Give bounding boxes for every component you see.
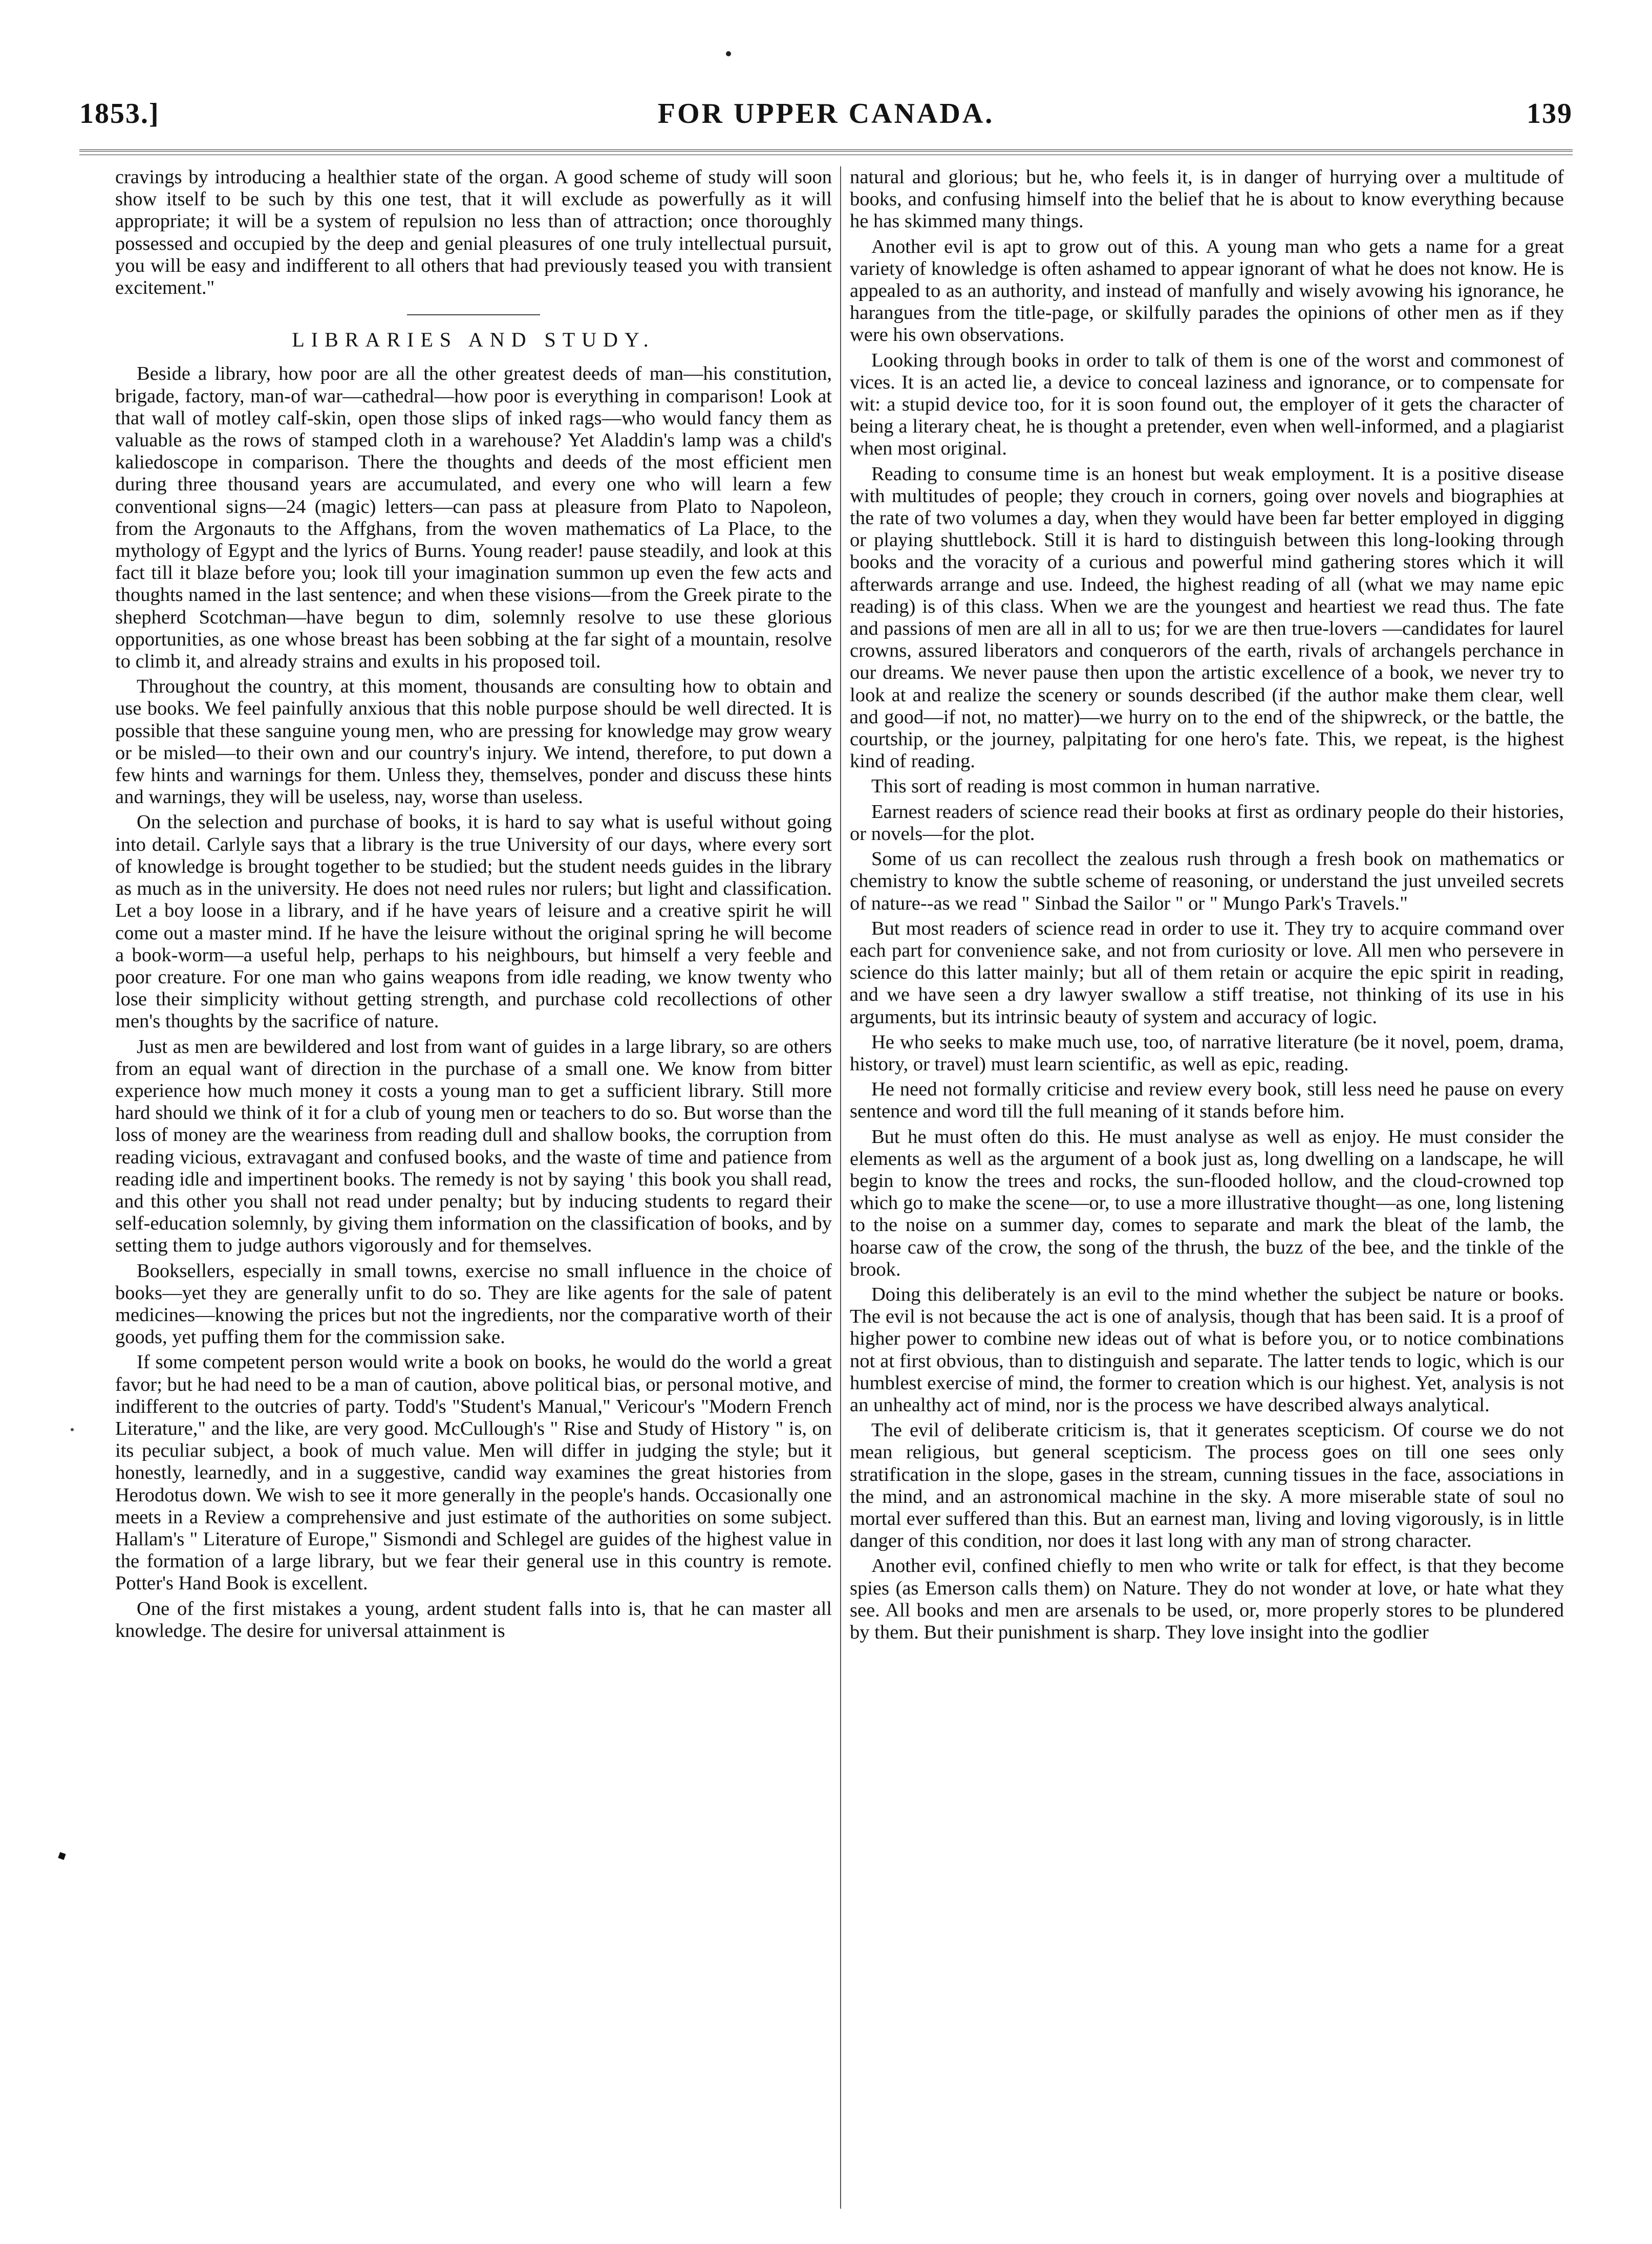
paragraph: Some of us can recollect the zealous rush through a fresh book on mathematics or chemistry to know the subtle scheme of reasoning, or understand the just unveiled secrets of nature--as we read " Sinbad the Sailor " or " Mungo Park's Travels."	[850, 848, 1564, 914]
print-dot	[726, 51, 731, 56]
left-column	[115, 166, 832, 2209]
paragraph: Another evil is apt to grow out of this. A young man who gets a name for a great variety of knowledge is often ashamed to appear ignorant of what he does not know. He is appealed to as an authority, and instead of manfully and wisely avowing his ignorance, he harangues from the title-page, or skilfully parades the opinions of other men as if they were his own observations.	[850, 235, 1564, 346]
right-column	[850, 166, 1564, 2209]
paragraph: He need not formally criticise and review every book, still less need he pause on every sentence and word till the full meaning of it stands before him.	[850, 1078, 1564, 1123]
paragraph: Looking through books in order to talk of them is one of the worst and commonest of vices. It is an acted lie, a device to conceal laziness and ignorance, or to compensate for wit: a stupid device too, for it is soon found out, the employer of it gets the character of being a literary cheat, he is thought a pretender, even when well-informed, and a plagiarist when most original.	[850, 349, 1564, 460]
paragraph: One of the first mistakes a young, ardent student falls into is, that he can master all knowledge. The desire for universal attainment is	[115, 1598, 832, 1642]
paragraph: But most readers of science read in order to use it. They try to acquire command over each part for convenience sake, and not from curiosity or love. All men who persevere in science do this latter mainly; but all of them retain or acquire the epic spirit in reading, and we have seen a dry lawyer swallow a stiff treatise, not thinking of its use in his arguments, but its intrinsic beauty of system and accuracy of logic.	[850, 917, 1564, 1028]
paragraph: Another evil, confined chiefly to men who write or talk for effect, is that they become spies (as Emerson calls them) on Nature. They do not wonder at love, or hate what they see. All books and men are arsenals to be used, or, more properly stores to be plundered by them. But their punishment is sharp. They love insight into the godlier	[850, 1555, 1564, 1643]
paragraph: Doing this deliberately is an evil to the mind whether the subject be nature or books. The evil is not because the act is one of analysis, though that has been said. It is a proof of higher power to combine new ideas out of what is before you, or to notice combinations not at first obvious, than to distinguish and separate. The latter tends to logic, which is our humblest exercise of mind, the former to creation which is our highest. Yet, analysis is not an unhealthy act of mind, nor is the process we have described always analytical.	[850, 1283, 1564, 1416]
paragraph: Booksellers, especially in small towns, exercise no small influence in the choice of books—yet they are generally unfit to do so. They are like agents for the sale of patent medicines—knowing the prices but not the ingredients, nor the comparative worth of their goods, yet puffing them for the commission sake.	[115, 1260, 832, 1348]
paragraph: Reading to consume time is an honest but weak employment. It is a positive disease with multitudes of people; they crouch in corners, going over novels and biographies at the rate of two volumes a day, when they would have been far better employed in digging or playing shuttlebock. Still it is hard to distinguish between this long-looking through books and the voracity of a curious and powerful mind gathering stores which it will afterwards arrange and use. Indeed, the highest reading of all (what we may name epic reading) is of this class. When we are the youngest and heartiest we read thus. The fate and passions of men are all in all to us; for we are then true-lovers —candidates for laurel crowns, assured liberators and conquerors of the earth, rivals of archangels perchance in our dreams. We never pause then upon the artistic excellence of a book, we never try to look at and realize the scenery or sounds described (if the author make them clear, well and good—if not, no matter)—we hurry on to the end of the shipwreck, or the battle, the courtship, or the journey, palpitating for one hero's fate. This, we repeat, is the highest kind of reading.	[850, 463, 1564, 772]
margin-mark	[58, 1852, 66, 1860]
paragraph: Throughout the country, at this moment, thousands are consulting how to obtain and use books. We feel painfully anxious that this noble purpose should be well directed. It is possible that these sanguine young men, who are pressing for knowledge may grow weary or be misled—to their own and our country's injury. We intend, therefore, to put down a few hints and warnings for them. Unless they, themselves, ponder and discuss these hints and warnings, they will be useless, nay, worse than useless.	[115, 676, 832, 808]
paragraph: Earnest readers of science read their books at first as ordinary people do their histories, or novels—for the plot.	[850, 801, 1564, 845]
column-divider	[840, 166, 841, 2209]
running-header	[79, 97, 1573, 138]
header-title: FOR UPPER CANADA.	[657, 98, 995, 130]
header-year: 1853.]	[79, 98, 160, 130]
paragraph: Beside a library, how poor are all the other greatest deeds of man—his constitution, brigade, factory, man-of war—cathedral—how poor is everything in comparison! Look at that wall of motley calf-skin, open those slips of inked rags—who would fancy them as valuable as the rows of stamped cloth in a warehouse? Yet Aladdin's lamp was a child's kaliedoscope in comparison. There the thoughts and deeds of the most efficient men during three thousand years are accumulated, and every one who will learn a few conventional signs—24 (magic) letters—can pass at pleasure from Plato to Napoleon, from the Argonauts to the Affghans, from the woven mathematics of La Place, to the mythology of Egypt and the lyrics of Burns. Young reader! pause steadily, and look at this fact till it blaze before you; look till your imagination summon up even the few acts and thoughts named in the last sentence; and when these visions—from the Greek pirate to the shepherd Scotchman—have begun to dim, solemnly resolve to use these glorious opportunities, as one whose breast has been sobbing at the far sight of a mountain, resolve to climb it, and already strains and exults in his proposed toil.	[115, 363, 832, 673]
paragraph: He who seeks to make much use, too, of narrative literature (be it novel, poem, drama, history, or travel) must learn scientific, as well as epic, reading.	[850, 1031, 1564, 1075]
page-number: 139	[1527, 98, 1573, 130]
section-heading: LIBRARIES AND STUDY.	[292, 328, 655, 352]
section-separator	[407, 314, 540, 315]
continued-paragraph: natural and glorious; but he, who feels it, is in danger of hurrying over a multitude of books, and confusing himself into the belief that he is about to know everything because he has skimmed many things.	[850, 166, 1564, 232]
paragraph: The evil of deliberate criticism is, that it generates scepticism. Of course we do not mean religious, but general scepticism. The process goes on till one sees only stratification in the slope, gases in the stream, cunning tissues in the face, associations in the mind, and an astronomical machine in the sky. A more miserable state of soul no mortal ever suffered than this. But an earnest man, living and loving vigorously, is in little danger of this condition, nor does it last long with any man of strong character.	[850, 1419, 1564, 1552]
paragraph: If some competent person would write a book on books, he would do the world a great favor; but he had need to be a man of caution, above political bias, or personal motive, and indifferent to the outcries of party. Todd's "Student's Manual," Vericour's "Modern French Literature," and the like, are very good. McCullough's " Rise and Study of History " is, on its peculiar subject, a book of much value. Men will differ in judging the style; but it honestly, learnedly, and in a suggestive, candid way examines the great histories from Herodotus down. We wish to see it more generally in the people's hands. Occasionally one meets in a Review a comprehensive and just estimate of the authorities on some subject. Hallam's " Literature of Europe," Sismondi and Schlegel are guides of the highest value in the formation of a large library, but we fear their general use in this country is remote. Potter's Hand Book is excellent.	[115, 1351, 832, 1594]
margin-speck	[71, 1428, 74, 1431]
paragraph: But he must often do this. He must analyse as well as enjoy. He must consider the elements as well as the argument of a book just as, long dwelling on a landscape, he will begin to know the trees and rocks, the sun-flooded hollow, and the cloud-crowned top which go to make the scene—or, to use a more illustrative thought—as one, long listening to the noise on a summer day, comes to separate and mark the bleat of the lamb, the hoarse caw of the crow, the song of the thrush, the buzz of the bee, and the tinkle of the brook.	[850, 1126, 1564, 1280]
paragraph: On the selection and purchase of books, it is hard to say what is useful without going into detail. Carlyle says that a library is the true University of our days, where every sort of knowledge is brought together to be studied; but the student needs guides in the library as much as in the university. He does not need rules nor rulers; but light and classification. Let a boy loose in a library, and if he have years of leisure and a creative spirit he will come out a master mind. If he have the leisure without the original spring he will become a book-worm—a useful help, perhaps to his neighbours, but himself a very feeble and poor creature. For one man who gains weapons from idle reading, we know twenty who lose their simplicity without getting strength, and purchase cold recollections of other men's thoughts by the sacrifice of nature.	[115, 811, 832, 1032]
continued-paragraph: cravings by introducing a healthier state of the organ. A good scheme of study will soon show itself to be such by this one test, that it will exclude as powerfully as it will appropriate; it will be a system of repulsion no less than of attraction; once thoroughly possessed and occupied by the deep and genial pleasures of one truly intellectual pursuit, you will be easy and indifferent to all others that had previously teased you with transient excitement."	[115, 166, 832, 299]
paragraph: This sort of reading is most common in human narrative.	[871, 775, 1320, 797]
paragraph: Just as men are bewildered and lost from want of guides in a large library, so are others from an equal want of direction in the purchase of a small one. We know from bitter experience how much money it costs a young man to get a sufficient library. Still more hard should we think of it for a club of young men or teachers to do so. But worse than the loss of money are the weariness from reading dull and shallow books, the corruption from reading vicious, extravagant and confused books, and the waste of time and patience from reading idle and impertinent books. The remedy is not by saying ' this book you shall read, and this other you shall not read under penalty; but by inducing students to regard their self-education solemnly, by giving them information on the classification of books, and by setting them to judge authors vigorously and for themselves.	[115, 1035, 832, 1257]
header-rule	[79, 149, 1573, 155]
